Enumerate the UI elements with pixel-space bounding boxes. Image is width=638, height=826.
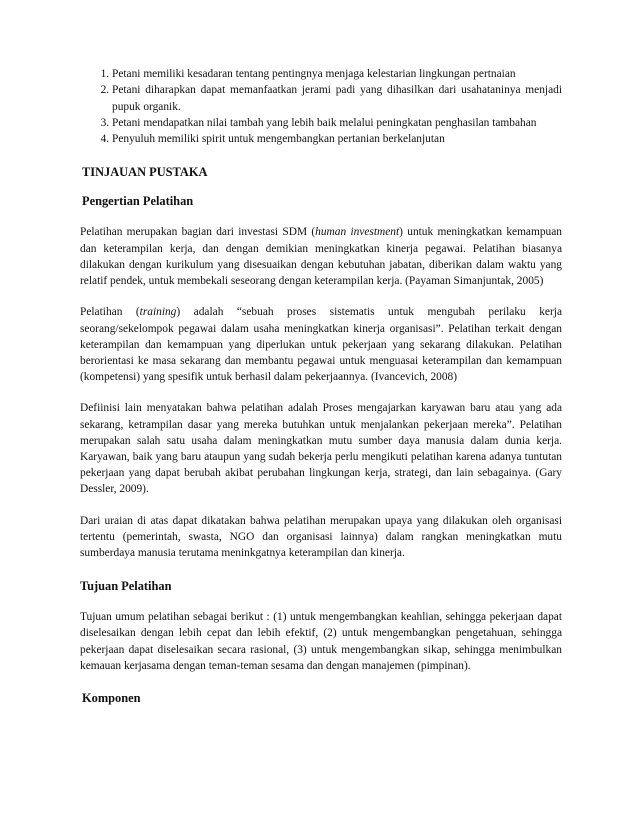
list-item: 4. Penyuluh memiliki spirit untuk mengembangkan pertanian berkelanjutan	[112, 131, 562, 147]
paragraph-definition-1	[80, 224, 562, 289]
paragraph-tujuan: Tujuan umum pelatihan sebagai berikut : (1) untuk mengembangkan keahlian, sehingga pekerjaan dapat diselesaikan dengan lebih cepat dan lebih efektif, (2) untuk mengembangkan pengetahuan, sehingga pekerjaan dapat diselesaikan secara rasional, (3) untuk mengembangkan sikap, sehingga menimbulkan kemauan kerjasama dengan teman-teman sesama dan dengan manajemen (pimpinan).	[80, 611, 562, 672]
subheading-komponen: Komponen	[82, 690, 141, 705]
paragraph-text: Pelatihan (	[80, 306, 140, 319]
paragraph-text: Pelatihan merupakan bagian dari investasi SDM (	[80, 226, 316, 239]
italic-term: human investment	[315, 226, 400, 239]
list-item: 2. Petani diharapkan dapat memanfaatkan jerami padi yang dihasilkan dari usahataninya menjadi pupuk organik.	[112, 82, 562, 115]
paragraph-summary: Dari uraian di atas dapat dikatakan bahwa pelatihan merupakan upaya yang dilakukan oleh organisasi tertentu (pemerintah, swasta, NGO dan organisasi lainnya) dalam rangkan meningkatkan mutu sumberdaya manusia terutama meninkgatnya keterampilan dan kinerja.	[80, 514, 562, 559]
goals-list	[80, 66, 562, 147]
subheading-tujuan: Tujuan Pelatihan	[80, 579, 172, 594]
paragraph-text: ) untuk meningkatkan kemampuan dan keterampilan kerja, dan dengan demikian meningkatkan kinerja pegawai. Pelatihan biasanya dilakukan dengan kurikulum yang disesuaikan dengan kebutuhan jabatan, diberikan dalam waktu yang relatif pendek, untuk membekali seseorang dengan keterampilan kerja. (Payaman Simanjuntak, 2005)	[80, 226, 562, 288]
list-item: 1. Petani memiliki kesadaran tentang pentingnya menjaga kelestarian lingkungan pertnaian	[112, 66, 562, 82]
italic-term: training	[139, 306, 177, 319]
section-heading-tinjauan: TINJAUAN PUSTAKA	[82, 165, 208, 180]
subheading-pengertian: Pengertian Pelatihan	[82, 194, 194, 209]
document-page	[80, 66, 562, 706]
paragraph-definition-2	[80, 304, 562, 385]
list-item: 3. Petani mendapatkan nilai tambah yang lebih baik melalui peningkatan penghasilan tambahan	[112, 115, 562, 131]
paragraph-definition-3: Defiinisi lain menyatakan bahwa pelatihan adalah Proses mengajarkan karyawan baru atau yang ada sekarang, ketrampilan dasar yang mereka butuhkan untuk menjalankan pekerjaan mereka”. Pelatihan merupakan salah satu usaha dalam meningkatkan mutu sumber daya manusia dalam dunia kerja. Karyawan, baik yang baru ataupun yang sudah bekerja perlu mengikuti pelatihan karena adanya tuntutan pekerjaan yang dapat berubah akibat perubahan lingkungan kerja, strategi, dan lain sebagainya. (Gary Dessler, 2009).	[80, 402, 562, 496]
paragraph-text: ) adalah “sebuah proses sistematis untuk mengubah perilaku kerja seorang/sekelompok pegawai dalam usaha meningkatkan kinerja organisasi”. Pelatihan terkait dengan keterampilan dan kemampuan yang diperlukan untuk pekerjaan yang sekarang dilakukan. Pelatihan berorientasi ke masa sekarang dan membantu pegawai untuk menguasai keterampilan dan kemampuan (kompetensi) yang spesifik untuk berhasil dalam pekerjaannya. (Ivancevich, 2008)	[80, 306, 562, 384]
